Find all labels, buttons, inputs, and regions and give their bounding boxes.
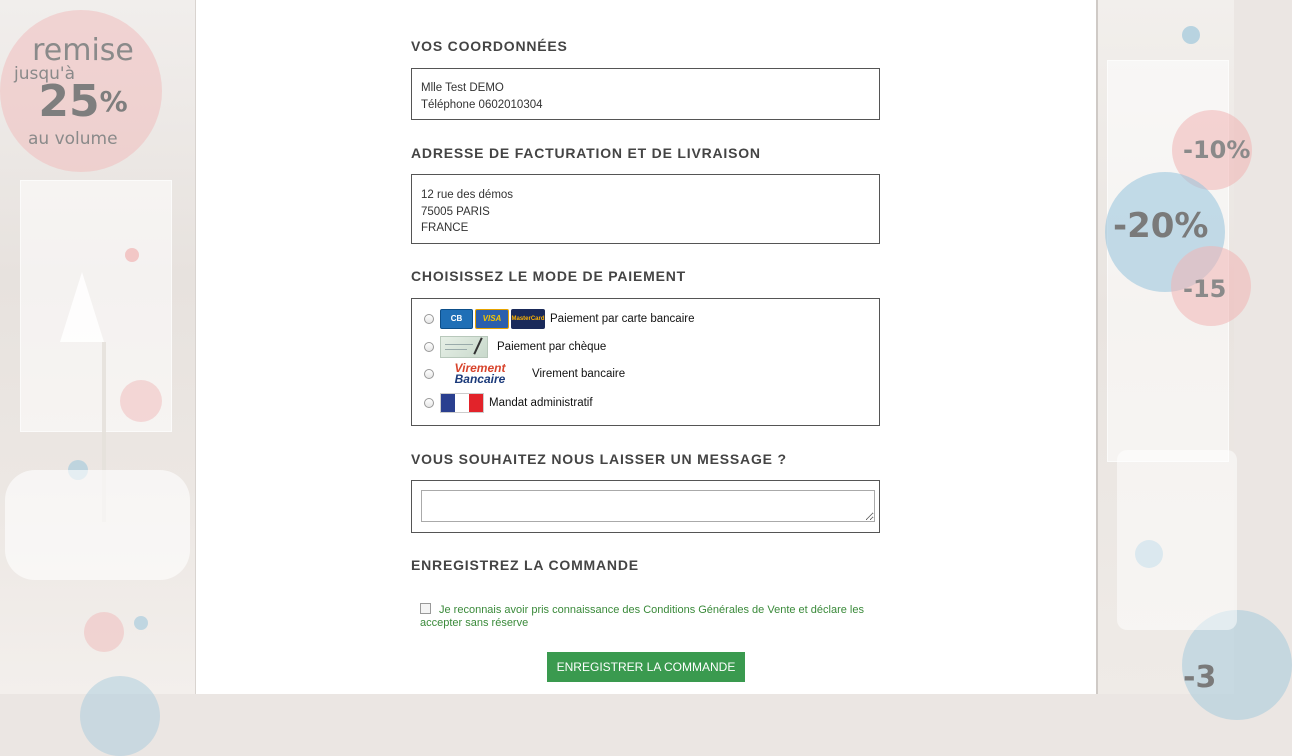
contact-box (411, 68, 880, 120)
discount-label-30: -3 (1183, 660, 1217, 695)
bank-transfer-icon (440, 363, 520, 385)
transfer-logo-line2: Bancaire (454, 372, 506, 386)
payment-radio-card[interactable] (424, 314, 434, 324)
deco-dot (80, 676, 160, 756)
cgv-checkbox[interactable] (420, 603, 431, 614)
checkout-panel (195, 0, 1098, 694)
payment-section-title: CHOISISSEZ LE MODE DE PAIEMENT (411, 268, 686, 284)
payment-label-cheque[interactable]: Paiement par chèque (497, 340, 607, 353)
cb-card-icon: CB (440, 309, 473, 329)
promo-remise: remise (32, 33, 134, 68)
checkout-form (411, 0, 880, 694)
payment-label-mandat[interactable]: Mandat administratif (489, 396, 593, 409)
mastercard-icon: MasterCard (511, 309, 545, 329)
message-textarea[interactable] (421, 490, 875, 522)
order-section-title: ENREGISTREZ LA COMMANDE (411, 557, 639, 573)
cgv-text[interactable]: Je reconnais avoir pris connaissance des Conditions Générales de Vente et déclare les accepter sans réserve (420, 604, 864, 629)
address-section-title: ADRESSE DE FACTURATION ET DE LIVRAISON (411, 145, 761, 161)
payment-label-card[interactable]: Paiement par carte bancaire (550, 312, 695, 325)
armchair-decoration (5, 470, 190, 580)
republique-francaise-icon (440, 393, 484, 413)
payment-option-cheque[interactable] (424, 336, 606, 358)
payment-label-transfer[interactable]: Virement bancaire (532, 367, 626, 380)
payment-radio-transfer[interactable] (424, 369, 434, 379)
promo-percent-block (8, 76, 158, 131)
address-city: 75005 PARIS (421, 205, 490, 218)
deco-dot (125, 248, 139, 262)
message-box (411, 480, 880, 533)
payment-radio-mandat[interactable] (424, 398, 434, 408)
deco-dot (1182, 26, 1200, 44)
payment-option-mandat[interactable] (424, 393, 593, 413)
payment-box (411, 298, 880, 426)
lamp-shade (60, 272, 104, 342)
left-promo-background (0, 0, 195, 694)
cheque-icon (440, 336, 488, 358)
transfer-logo-line1: Virement (454, 361, 506, 375)
deco-dot (134, 616, 148, 630)
discount-label-20: -20% (1113, 206, 1209, 246)
deco-dot (120, 380, 162, 422)
visa-card-icon: VISA (475, 309, 509, 329)
submit-order-button[interactable]: ENREGISTRER LA COMMANDE (547, 652, 745, 682)
message-section-title: VOUS SOUHAITEZ NOUS LAISSER UN MESSAGE ? (411, 451, 787, 467)
discount-label-15: -15 (1183, 275, 1227, 303)
contact-section-title: VOS COORDONNÉES (411, 38, 568, 54)
promo-au-volume: au volume (28, 129, 118, 149)
payment-option-card[interactable] (424, 309, 694, 329)
right-promo-background (1097, 0, 1251, 695)
promo-percent: 25 (38, 76, 100, 127)
deco-dot (84, 612, 124, 652)
discount-label-10: -10% (1183, 136, 1251, 164)
address-street: 12 rue des démos (421, 189, 514, 201)
contact-name: Mlle Test DEMO (421, 82, 504, 94)
address-box (411, 174, 880, 244)
payment-radio-cheque[interactable] (424, 342, 434, 352)
cgv-acceptance[interactable] (420, 603, 870, 630)
promo-percent-sign: % (99, 85, 128, 118)
contact-phone: Téléphone 0602010304 (421, 98, 543, 111)
address-country: FRANCE (421, 222, 469, 234)
payment-option-transfer[interactable] (424, 363, 625, 385)
furniture-decoration (1117, 450, 1237, 630)
promo-left-banner (8, 33, 158, 149)
promo-jusqua: jusqu'à (14, 64, 76, 84)
